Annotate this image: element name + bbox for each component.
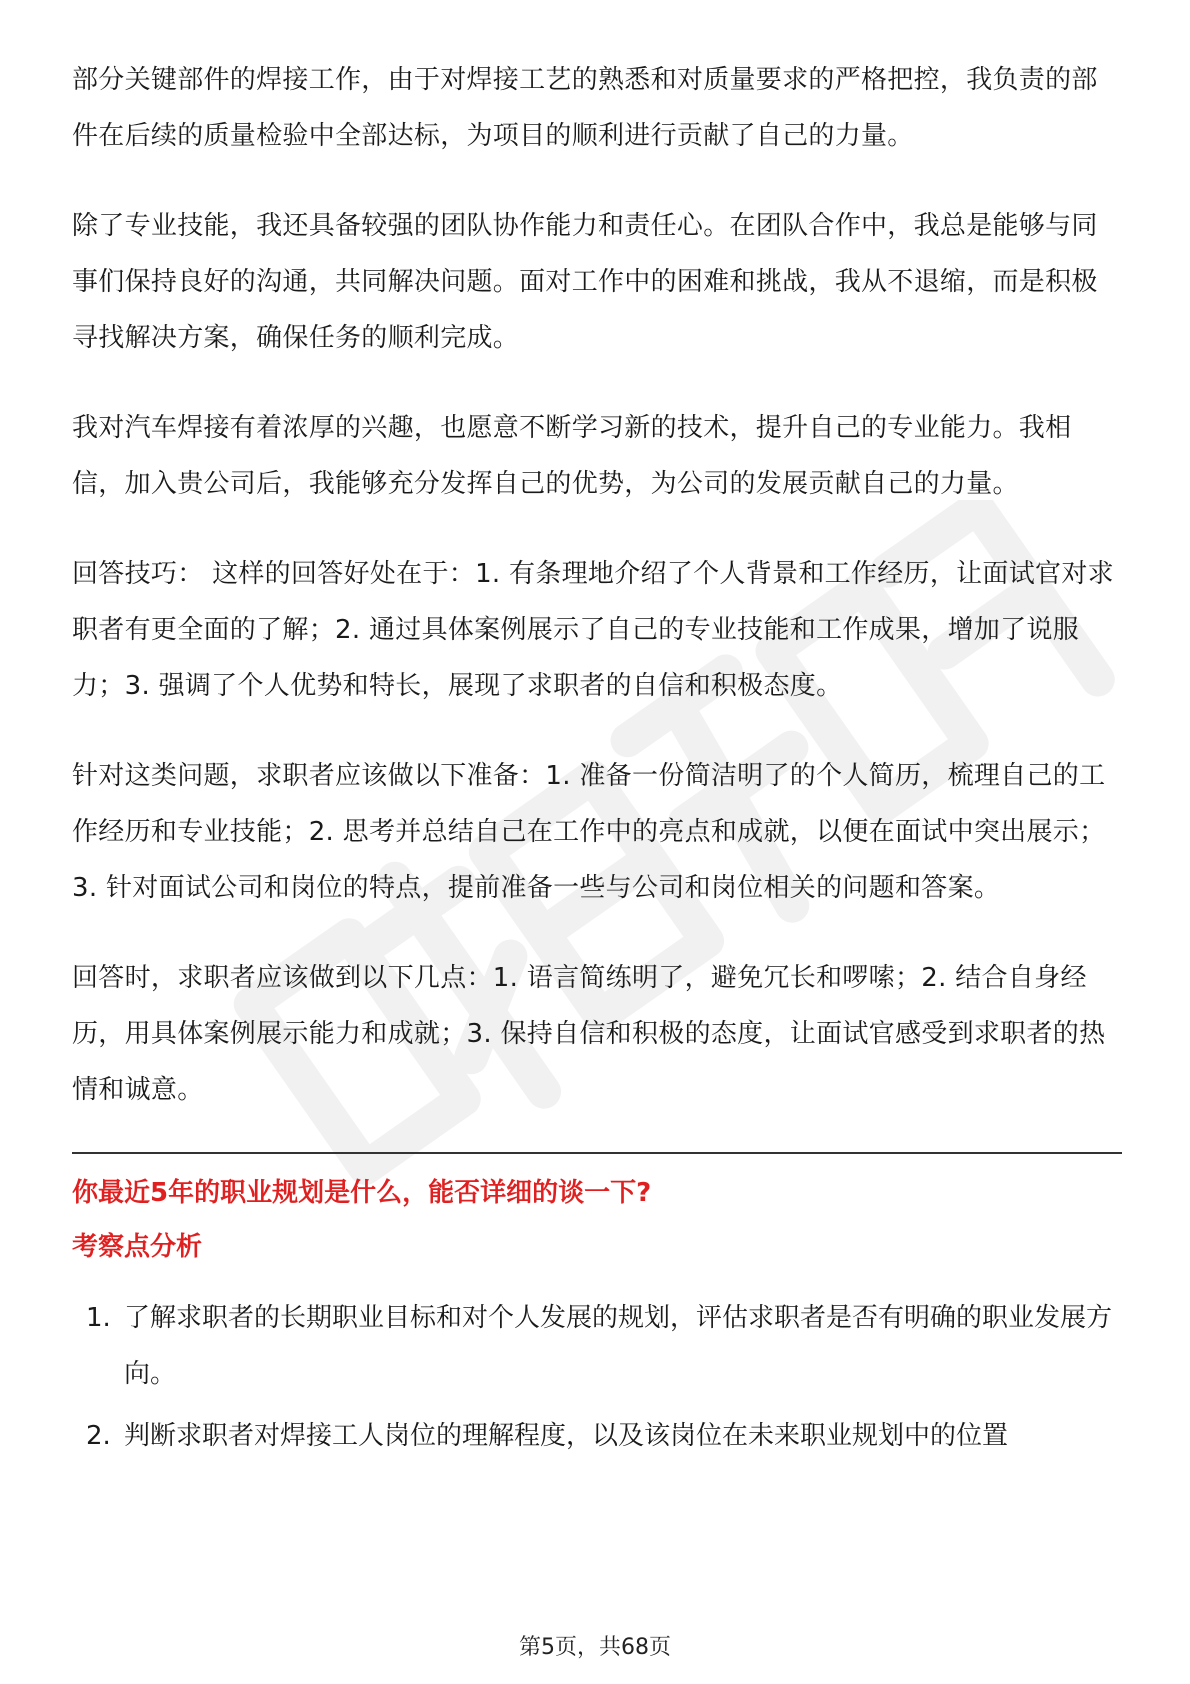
analysis-heading: 考察点分析 (72, 1232, 203, 1262)
list-item (72, 1408, 1122, 1464)
list-item-text: 判断求职者对焊接工人岗位的理解程度，以及该岗位在未来职业规划中的位置 (124, 1421, 1009, 1451)
section-divider (72, 1152, 1122, 1154)
body-paragraph-2: 除了专业技能，我还具备较强的团队协作能力和责任心。在团队合作中，我总是能够与同事们保持良好的沟通，共同解决问题。面对工作中的困难和挑战，我从不退缩，而是积极寻找解决方案，确保任务的顺利完成。 (72, 211, 1098, 353)
answering-points-paragraph: 回答时，求职者应该做到以下几点：1. 语言简练明了，避免冗长和啰嗦；2. 结合自身经历，用具体案例展示能力和成就；3. 保持自信和积极的态度，让面试官感受到求职者的热情和诚意。 (72, 963, 1106, 1105)
list-item-number: 1. (86, 1303, 111, 1333)
list-item-number: 2. (86, 1421, 111, 1451)
body-paragraph-3: 我对汽车焊接有着浓厚的兴趣，也愿意不断学习新的技术，提升自己的专业能力。我相信，加入贵公司后，我能够充分发挥自己的优势，为公司的发展贡献自己的力量。 (72, 413, 1072, 499)
analysis-list (72, 1290, 1122, 1464)
body-paragraph-1: 部分关键部件的焊接工作，由于对焊接工艺的熟悉和对质量要求的严格把控，我负责的部件在后续的质量检验中全部达标，为项目的顺利进行贡献了自己的力量。 (72, 65, 1098, 151)
document-body (72, 52, 1122, 1470)
list-item-text: 了解求职者的长期职业目标和对个人发展的规划，评估求职者是否有明确的职业发展方向。 (124, 1303, 1113, 1389)
answer-tips-paragraph: 回答技巧： 这样的回答好处在于：1. 有条理地介绍了个人背景和工作经历，让面试官对求职者有更全面的了解；2. 通过具体案例展示了自己的专业技能和工作成果，增加了说服力；3. 强调了个人优势和特长，展现了求职者的自信和积极态度。 (72, 559, 1114, 701)
question-heading: 你最近5年的职业规划是什么，能否详细的谈一下? (72, 1178, 652, 1208)
page-footer: 第5页，共68页 (519, 1635, 671, 1660)
preparation-paragraph: 针对这类问题，求职者应该做以下准备：1. 准备一份简洁明了的个人简历，梳理自己的工作经历和专业技能；2. 思考并总结自己在工作中的亮点和成就，以便在面试中突出展示；3. 针对面试公司和岗位的特点，提前准备一些与公司和岗位相关的问题和答案。 (72, 761, 1106, 903)
list-item (72, 1290, 1122, 1402)
